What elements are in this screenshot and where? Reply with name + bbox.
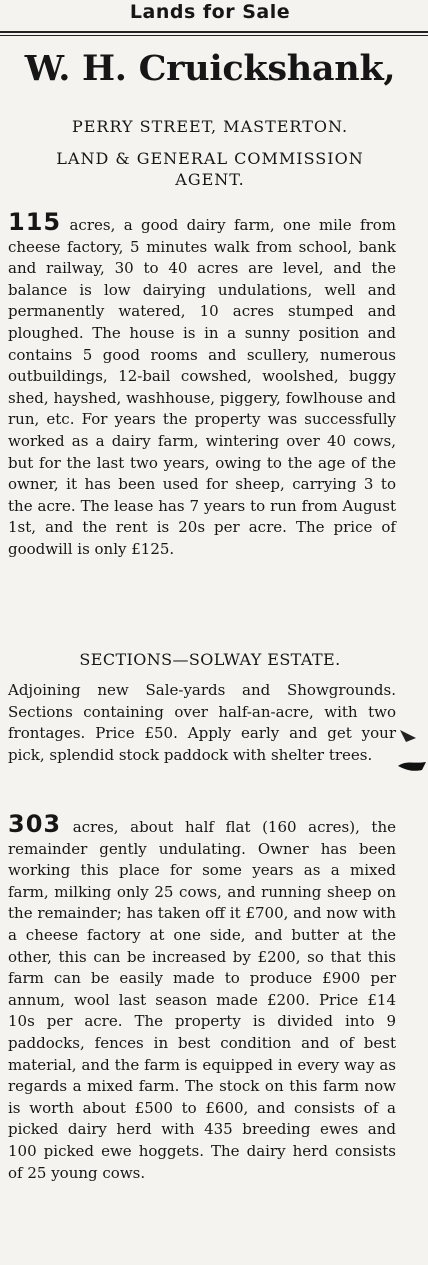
listing-303-acres	[8, 810, 396, 1184]
listing-acres-number: 303	[8, 810, 62, 838]
listing-description: acres, a good dairy farm, one mile from cheese factory, 5 minutes walk from school, bank and railway, 30 to 40 acres are level, and the balance is low dairying undulations, well and permanently watered, 10 acres stumped and ploughed. The house is in a sunny position and contains 5 good rooms and scullery, numerous outbuildings, 12-bail cowshed, woolshed, buggy shed, hayshed, washhouse, piggery, fowlhouse and run, etc. For years the property was successfully worked as a dairy farm, wintering over 40 cows, but for the last two years, owing to the age of the owner, it has been used for sheep, carrying 3 to the acre. The lease has 7 years to run from August 1st, and the rent is 20s per acre. The price of goodwill is only £125.	[8, 216, 396, 558]
listing-acres-number: 115	[8, 208, 62, 236]
agent-line-1: LAND & GENERAL COMMISSION	[56, 149, 364, 168]
firm-address: PERRY STREET, MASTERTON.	[71, 117, 349, 136]
agent-title	[0, 148, 420, 190]
agent-line-2: AGENT.	[175, 170, 245, 189]
solway-description: Adjoining new Sale-yards and Showgrounds. Sections containing over half-an-acre, with two frontages. Price £50. Apply early and get your pick, splendid stock paddock with shelter trees.	[8, 681, 396, 764]
solway-heading: SECTIONS—SOLWAY ESTATE.	[79, 650, 341, 669]
header-rule	[0, 31, 428, 33]
listing-description: acres, about half flat (160 acres), the remainder gently undulating. Owner has been working this place for some years as a mixed farm, milking only 25 cows, and running sheep on the remainder; has taken off it £700, and now with a cheese factory at one side, and butter at the other, this can be increased by £200, so that this farm can be easily made to produce £900 per annum, wool last season made £200. Price £14 10s per acre. The property is divided into 9 paddocks, fences in best condition and of best material, and the farm is equipped in every way as regards a mixed farm. The stock on this farm now is worth about £500 to £600, and consists of a picked dairy herd with 435 breeding ewes and 100 picked ewe hoggets. The dairy herd consists of 25 young cows.	[8, 818, 396, 1182]
section-title: Lands for Sale	[129, 1, 291, 23]
firm-name: W. H. Cruickshank,	[24, 48, 396, 89]
ink-smudge-mark	[396, 720, 428, 780]
listing-115-acres	[8, 208, 396, 561]
header-rule-thin	[0, 35, 428, 36]
